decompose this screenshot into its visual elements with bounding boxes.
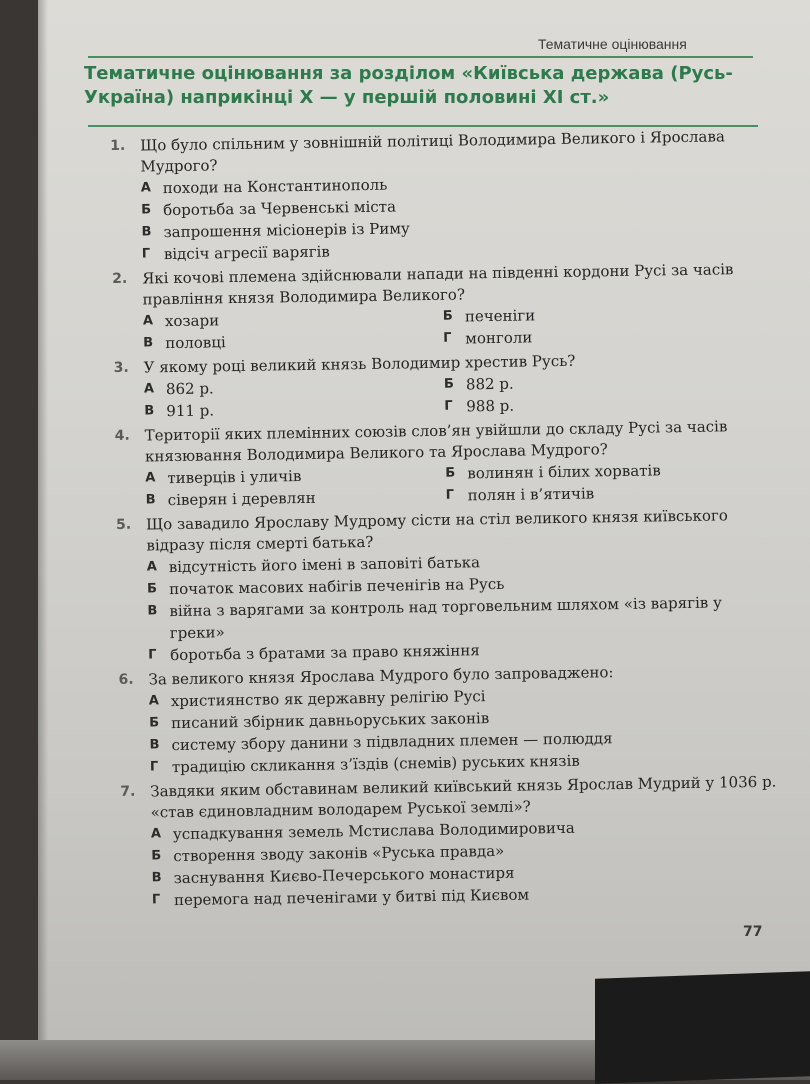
option-letter: Б bbox=[445, 465, 456, 481]
option-letter: Б bbox=[141, 202, 152, 218]
option-text: війна з варягами за контроль над торговельним шляхом «із варягів у греки» bbox=[169, 593, 722, 643]
option-text: половці bbox=[165, 333, 226, 353]
option-letter: Г bbox=[445, 487, 455, 503]
option-letter: А bbox=[145, 470, 156, 486]
option-text: сіверян і деревлян bbox=[167, 488, 316, 510]
question-number: 6. bbox=[118, 671, 134, 688]
option-text: писаний збірник давньоруських законів bbox=[171, 709, 490, 733]
option-letter: В bbox=[141, 224, 152, 240]
question-text: За великого князя Ярослава Мудрого було запроваджено: bbox=[148, 663, 614, 689]
answer-option bbox=[443, 323, 743, 350]
answer-option bbox=[146, 485, 446, 512]
option-text: 882 р. bbox=[465, 374, 514, 394]
option-text: 988 р. bbox=[466, 396, 515, 416]
option-text: печеніги bbox=[464, 306, 536, 326]
option-letter: А bbox=[146, 559, 157, 575]
question-number: 5. bbox=[115, 516, 132, 533]
question-text: Що було спільним у зовнішній політиці Володимира Великого і Ярослава Мудрого? bbox=[140, 127, 725, 176]
option-text: полян і в’ятичів bbox=[467, 484, 595, 505]
option-text: християнство як державну релігію Русі bbox=[170, 687, 486, 711]
answer-options bbox=[141, 168, 772, 266]
option-letter: В bbox=[149, 737, 160, 753]
option-letter: Г bbox=[148, 647, 157, 663]
textbook-page bbox=[38, 0, 810, 1040]
option-letter: Г bbox=[443, 330, 452, 346]
option-text: відсіч агресії варягів bbox=[163, 242, 330, 264]
option-letter: Б bbox=[149, 715, 160, 731]
question-number: 3. bbox=[113, 359, 129, 376]
question bbox=[110, 126, 772, 266]
answer-option bbox=[444, 391, 744, 418]
option-text: 911 р. bbox=[166, 401, 215, 421]
answer-options bbox=[147, 547, 779, 667]
question-text: Території яких племінних союзів слов’ян увійшли до складу Русі за часів князювання Володимира Великого та Ярослава Мудрого? bbox=[144, 417, 728, 466]
option-text: боротьба з братами за право княжіння bbox=[170, 641, 480, 665]
dark-object-corner bbox=[595, 971, 810, 1084]
option-letter: Г bbox=[141, 246, 151, 262]
question-text: Які кочові племена здійснювали напади на південні кордони Русі за часів правління князя Володимира Великого? bbox=[142, 260, 734, 309]
running-head: Тематичне оцінювання bbox=[538, 36, 687, 52]
option-text: запрошення місіонерів із Риму bbox=[163, 219, 410, 242]
answer-option bbox=[144, 396, 444, 423]
option-letter: А bbox=[143, 381, 155, 397]
option-letter: В bbox=[151, 870, 162, 886]
option-text: відсутність його імені в заповіті батька bbox=[168, 553, 481, 577]
question-number: 4. bbox=[114, 427, 130, 444]
option-text: волинян і білих хорватів bbox=[467, 461, 661, 483]
answer-option bbox=[143, 328, 443, 355]
option-letter: Б bbox=[443, 376, 454, 392]
option-text: систему збору данини з підвладних племен — полюддя bbox=[171, 729, 613, 755]
option-text: походи на Константинополь bbox=[162, 175, 388, 198]
question bbox=[112, 259, 773, 355]
option-letter: А bbox=[150, 826, 162, 842]
option-letter: В bbox=[144, 403, 155, 419]
page-number: 77 bbox=[743, 924, 763, 940]
question-number: 7. bbox=[120, 783, 136, 800]
option-text: перемога над печенігами у битві під Києвом bbox=[173, 885, 530, 910]
answer-options bbox=[144, 369, 775, 423]
answer-options bbox=[143, 301, 774, 355]
question bbox=[116, 505, 778, 667]
option-letter: В bbox=[145, 492, 156, 508]
option-text: успадкування земель Мстислава Володимировича bbox=[172, 818, 575, 844]
answer-options bbox=[149, 681, 780, 779]
option-letter: Б bbox=[147, 581, 158, 597]
question bbox=[113, 348, 774, 423]
section-title: Тематичне оцінювання за розділом «Київська держава (Русь-Україна) наприкінці X — у першій половині XI ст.» bbox=[84, 63, 733, 108]
answer-option bbox=[446, 480, 746, 507]
option-letter: Г bbox=[444, 398, 453, 414]
option-text: хозари bbox=[164, 311, 220, 331]
option-letter: Б bbox=[151, 848, 162, 864]
option-letter: В bbox=[143, 335, 154, 351]
option-letter: Б bbox=[442, 308, 453, 324]
page-gutter-shadow bbox=[38, 0, 48, 1040]
option-text: традицію скликання з’їздів (снемів) руських князів bbox=[171, 751, 580, 777]
option-letter: Г bbox=[151, 892, 161, 908]
header-rule bbox=[88, 56, 753, 58]
option-text: монголи bbox=[465, 328, 533, 348]
option-text: заснування Києво-Печерського монастиря bbox=[173, 863, 515, 888]
option-text: боротьба за Червенські міста bbox=[163, 197, 397, 220]
option-letter: А bbox=[142, 313, 154, 329]
answer-options bbox=[145, 458, 776, 512]
question-number: 2. bbox=[112, 270, 128, 287]
option-text: створення зводу законів «Руська правда» bbox=[173, 841, 505, 866]
question bbox=[118, 660, 780, 779]
option-text: 862 р. bbox=[165, 379, 214, 399]
question-text: Завдяки яким обставинам великий київський князь Ярослав Мудрий у 1036 р. «став єдиновладним володарем Руської землі»? bbox=[150, 772, 777, 822]
option-letter: А bbox=[148, 693, 160, 709]
question-number: 1. bbox=[110, 137, 126, 154]
answer-options bbox=[151, 814, 782, 912]
question bbox=[115, 416, 776, 512]
option-letter: А bbox=[140, 180, 151, 196]
option-text: тиверців і уличів bbox=[167, 467, 302, 488]
question bbox=[120, 772, 782, 912]
option-letter: Г bbox=[149, 759, 159, 775]
question-text: У якому році великий князь Володимир хрестив Русь? bbox=[143, 351, 576, 377]
option-letter: В bbox=[147, 603, 158, 619]
option-text: початок масових набігів печенігів на Русь bbox=[168, 574, 505, 599]
question-text: Що завадило Ярославу Мудрому сісти на стіл великого князя київського відразу після смерті батька? bbox=[145, 506, 728, 555]
questions-list bbox=[110, 126, 782, 915]
